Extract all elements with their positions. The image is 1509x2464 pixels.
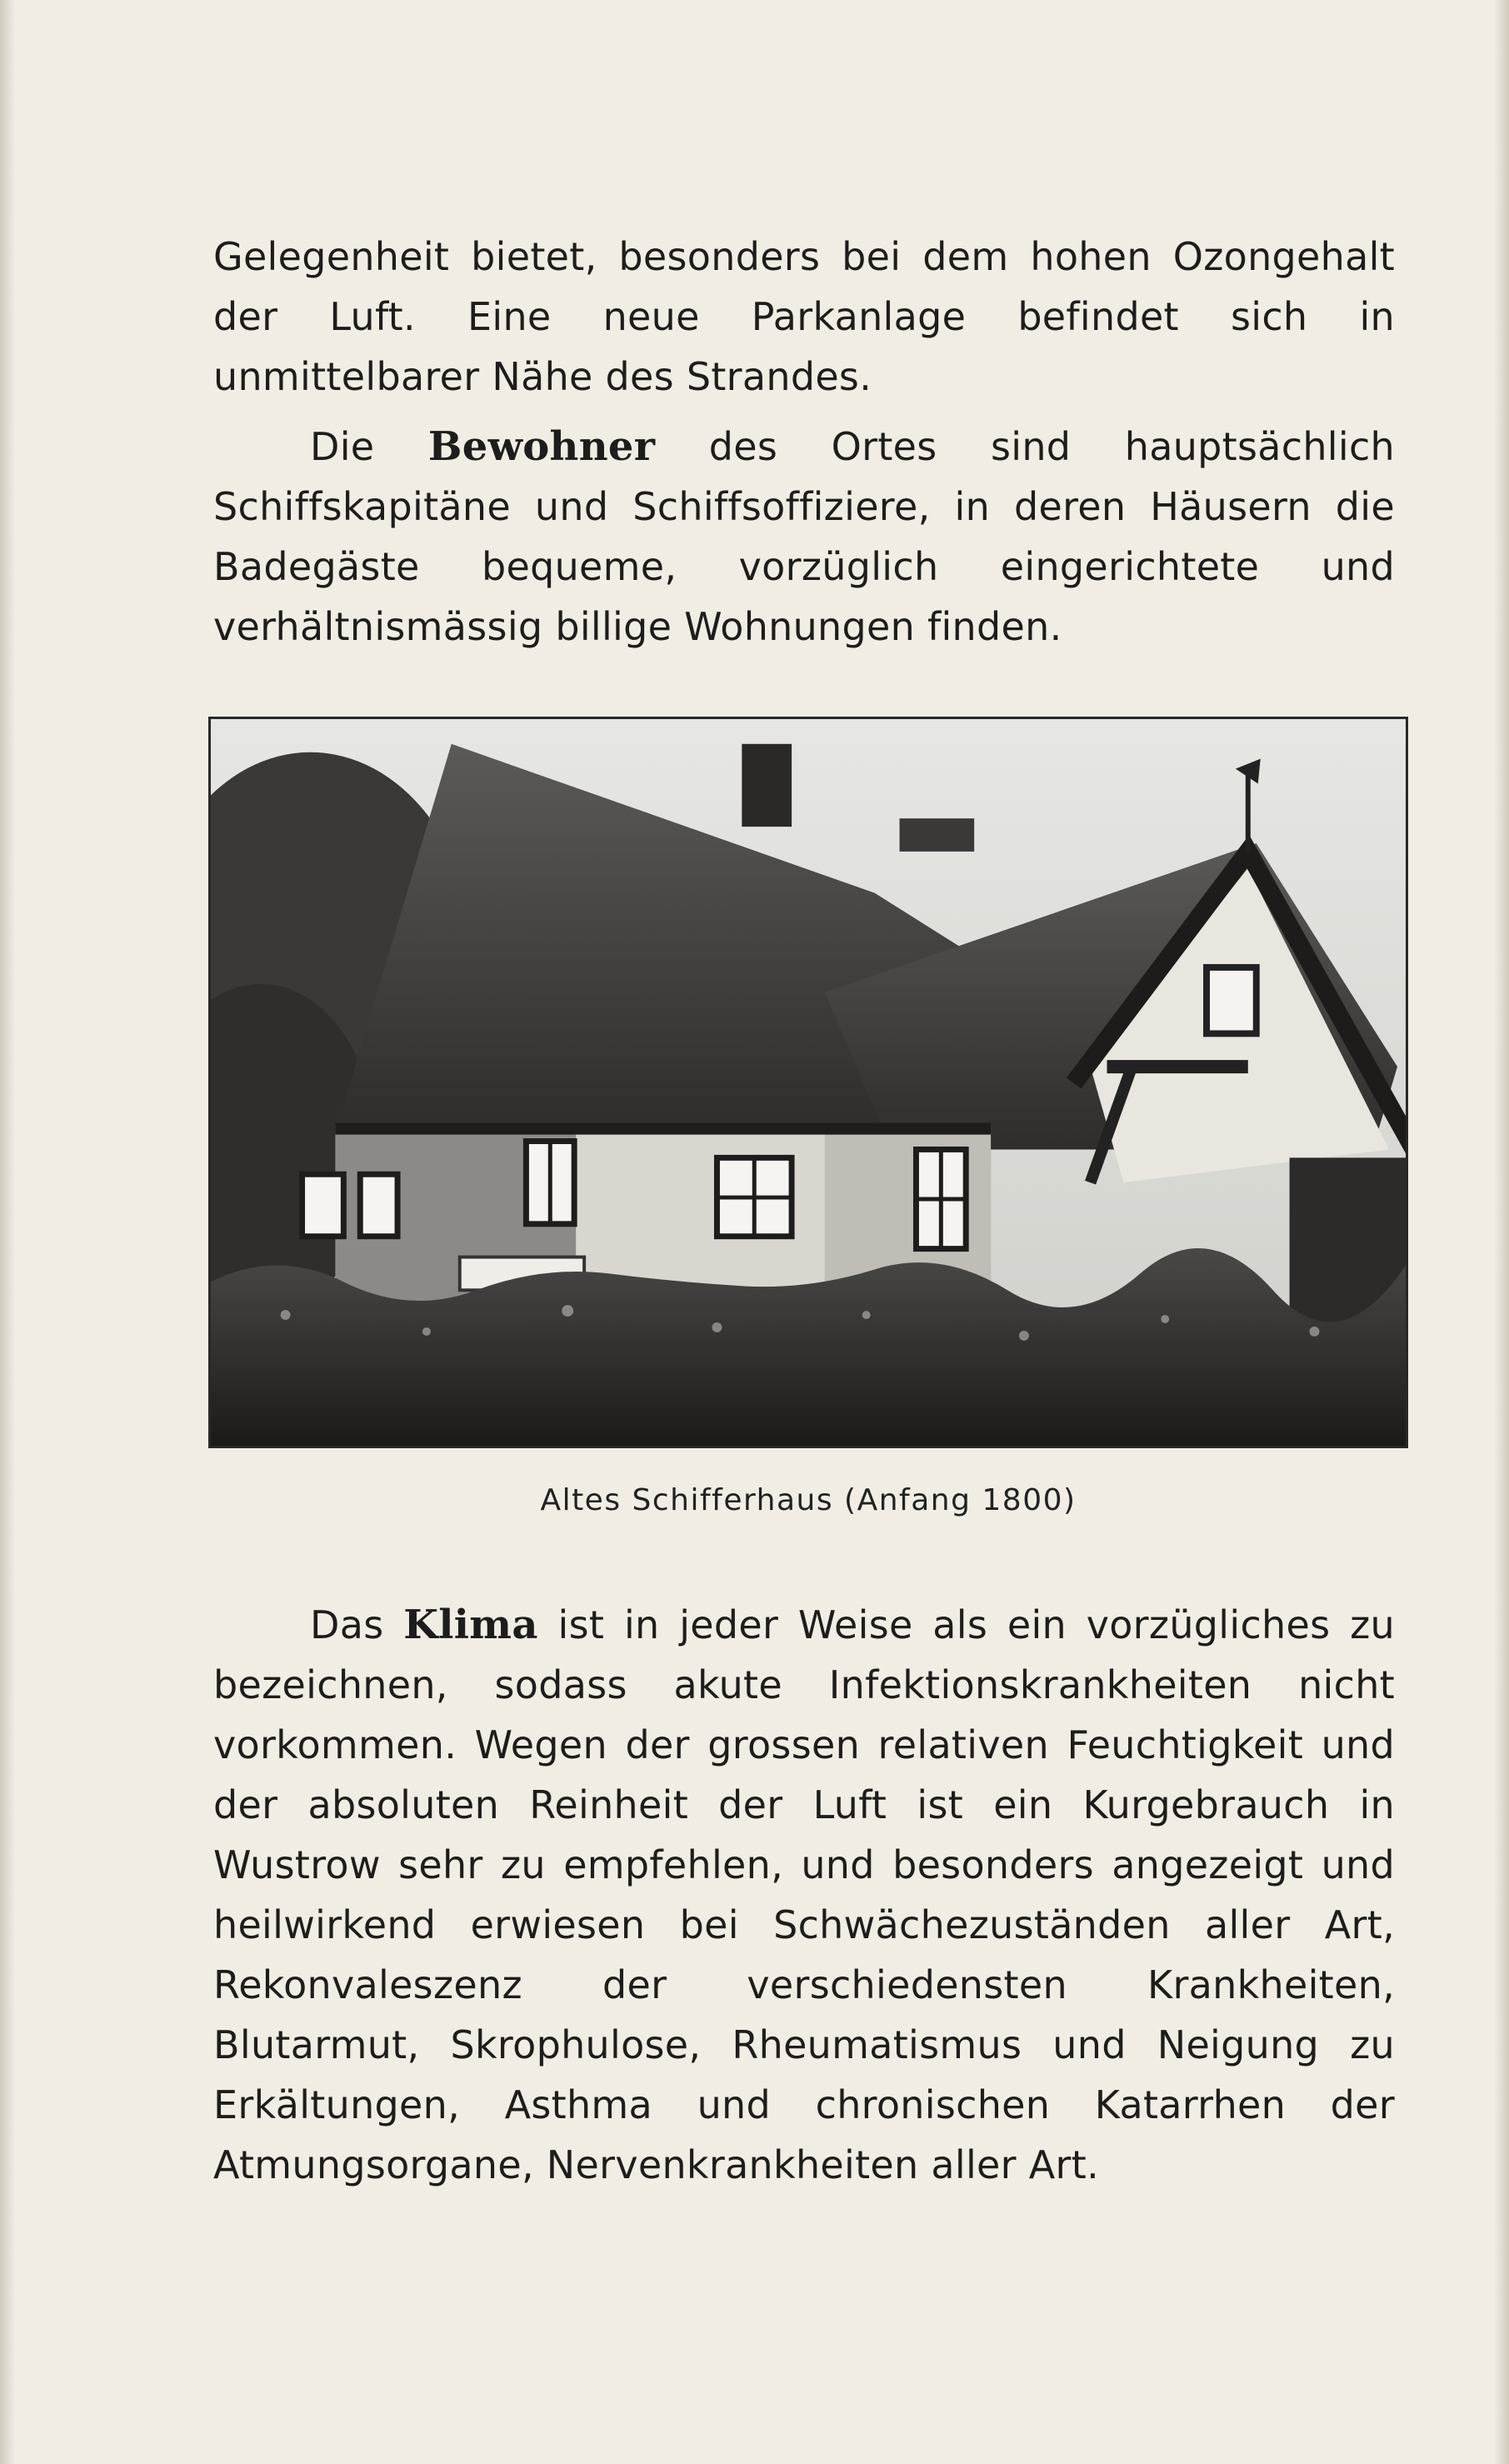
paragraph-lead: Die: [310, 424, 428, 469]
page-edge-right: [1494, 0, 1509, 2464]
house-illustration: [211, 719, 1406, 1446]
paragraph-text: Gelegenheit bietet, besonders bei dem hohen Ozongehalt der Luft. Eine neue Parkanlage befindet sich in unmittelbarer Nähe des Strandes.: [213, 234, 1395, 399]
paragraph-lead: Das: [310, 1602, 404, 1647]
page-edge-left: [0, 0, 15, 2464]
paragraph-residents: [213, 417, 1395, 657]
figure-caption: Altes Schifferhaus (Anfang 1800): [540, 1483, 1077, 1517]
paragraph-body: ist in jeder Weise als ein vorzügliches zu bezeichnen, sodass akute Infektionskrankheiten nicht vorkommen. Wegen der grossen relativen Feuchtigkeit und der absoluten Reinheit der Luft ist ein Kurgebrauch in Wustrow sehr zu empfehlen, und besonders angezeigt und heilwirkend erwiesen bei Schwächezuständen aller Art, Rekonvaleszenz der verschiedensten Krankheiten, Blutarmut, Skrophulose, Rheumatismus und Neigung zu Erkältungen, Asthma und chronischen Katarrhen der Atmungsorgane, Nervenkrankheiten aller Art.: [213, 1602, 1395, 2187]
bold-term-klima: Klima: [403, 1602, 538, 1648]
paragraph-climate: [213, 1595, 1395, 2195]
photo-old-skipper-house: [208, 717, 1408, 1448]
paragraph-ozone: [213, 227, 1395, 407]
bold-term-bewohner: Bewohner: [427, 423, 656, 470]
paragraph-body: des Ortes sind hauptsächlich Schiffskapitäne und Schiffsoffiziere, in deren Häusern die Badegäste bequeme, vorzüglich eingerichtete und verhältnismässig billige Wohnungen finden.: [213, 424, 1395, 649]
text-block-bottom: [213, 1595, 1395, 2195]
text-block-top: [213, 227, 1395, 657]
